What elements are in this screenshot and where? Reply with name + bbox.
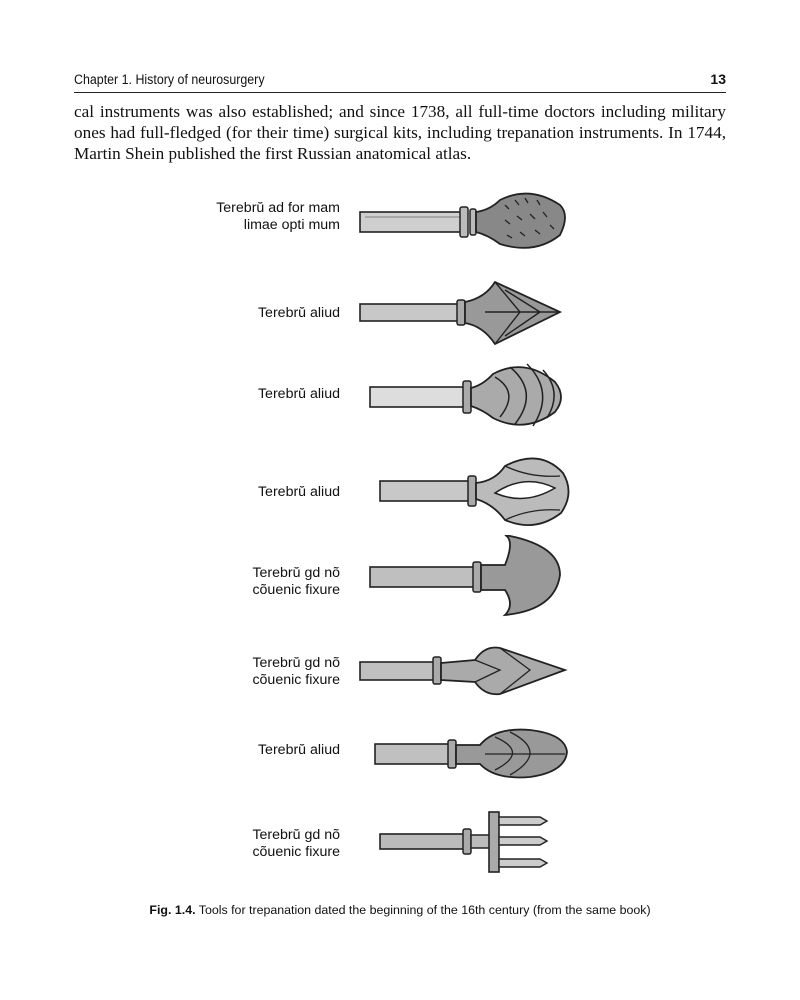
trepan-burr-illustration-8 — [355, 797, 580, 887]
trepan-burr-illustration-4 — [355, 448, 580, 538]
trepan-burr-illustration-1 — [355, 180, 580, 270]
trepan-burr-illustration-3 — [355, 352, 580, 442]
figure-label-8: Terebrŭ gd nõ cõuenic fixure — [252, 827, 340, 860]
figure-label-4: Terebrŭ aliud — [257, 484, 340, 500]
trepan-burr-illustration-5 — [355, 535, 580, 625]
figure-label-6: Terebrŭ gd nõ cõuenic fixure — [252, 655, 340, 688]
figure-label-5: Terebrŭ gd nõ cõuenic fixure — [252, 565, 340, 598]
trepan-burr-illustration-7 — [355, 712, 580, 802]
body-paragraph: cal instruments was also established; and since 1738, all full-time doctors including military ones had full-fledged (for their time) surgical kits, including trepanation instruments. In 1744, Martin Shein published the first Russian anatomical atlas. — [74, 102, 726, 163]
page-number: 13 — [710, 71, 726, 87]
figure-number: Fig. 1.4. — [149, 903, 196, 917]
figure-caption — [0, 903, 800, 917]
figure-label-7: Terebrŭ aliud — [257, 742, 340, 758]
figure-caption-text: Tools for trepanation dated the beginning of the 16th century (from the same book) — [198, 903, 651, 917]
chapter-title: Chapter 1. History of neurosurgery — [74, 72, 265, 87]
trepan-burr-illustration-6 — [355, 630, 580, 720]
figure-label-2: Terebrŭ aliud — [257, 305, 340, 321]
figure-label-3: Terebrŭ aliud — [257, 386, 340, 402]
trepan-burr-illustration-2 — [355, 272, 580, 362]
running-head — [74, 70, 726, 93]
figure-label-1: Terebrŭ ad for mam limae opti mum — [216, 200, 340, 233]
